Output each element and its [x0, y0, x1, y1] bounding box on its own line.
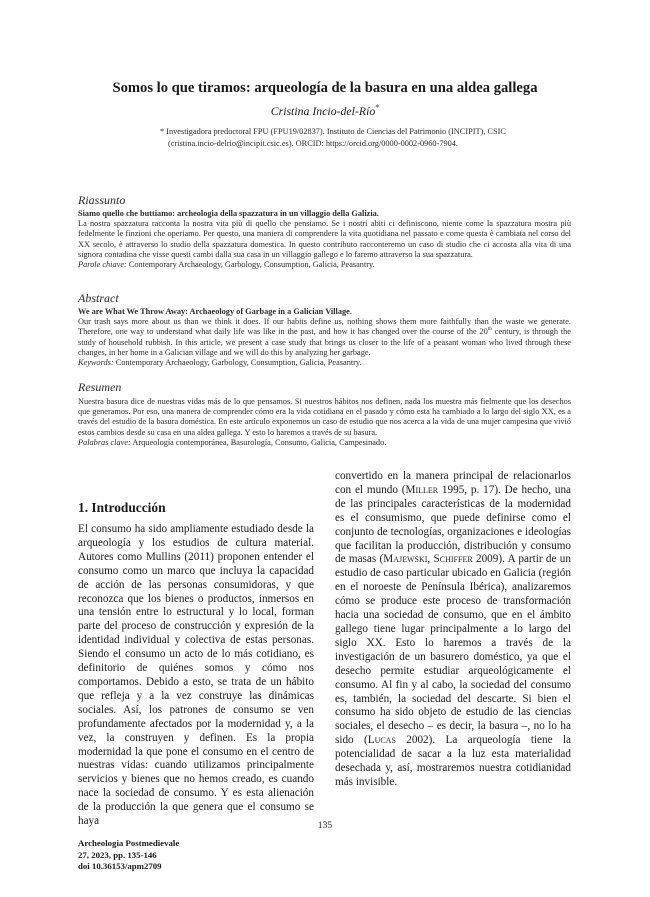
journal-doi: doi 10.36153/apm2709 [78, 861, 162, 871]
riassunto-keywords-text: Contemporary Archaeology, Garbology, Consumption, Galicia, Peasantry. [128, 260, 375, 270]
citation-author: Miller [405, 483, 439, 496]
abstract-title: We are What We Throw Away: Archaeology of Garbage in a Galician Village. [78, 307, 352, 316]
resumen-block [78, 397, 571, 448]
journal-name: Archeologia Postmedievale [78, 838, 180, 848]
body-text: convertido en la manera principal de relacionarlos con el mundo ( [335, 470, 571, 496]
resumen-keywords-label: Palabras clave: [78, 437, 131, 447]
abstract-body-part-1: Our trash says more about us than we think it does. If our habits define us, nothing shows them more faithfully than the waste we generate. Therefore, one way to understand what daily life was like in the past, and how it has changed over the course of the 20 [78, 317, 571, 337]
resumen-keywords-text: Arqueología contemporánea, Basurología, Consumo, Galicia, Campesinado. [132, 437, 387, 447]
riassunto-heading: Riassunto [78, 193, 126, 207]
abstract-block [78, 307, 571, 368]
abstract-keywords [78, 358, 571, 368]
abstract-body [78, 317, 571, 358]
journal-issue: 27, 2023, pp. 135-146 [78, 849, 157, 860]
riassunto-title: Siamo quello che buttiamo: archeologia della spazzatura in un villaggio della Galizia. [78, 209, 379, 218]
citation-author: Lucas [367, 734, 396, 747]
body-text: 1995, p. 17). De hecho, una de las principales características de la modernidad es el consumismo, que puede definirse como el conjunto de tecnologías, organizaciones e ideologías que facilitan la producción, distribución y consumo de masas ( [335, 483, 572, 566]
abstract-heading: Abstract [78, 291, 119, 305]
body-text: 2002). La arqueología tiene la potencialidad de sacar a la luz esta materialidad desechada y, así, mostraremos nuestra cotidianidad más invisible. [335, 734, 571, 788]
body-column-right [335, 470, 571, 790]
body-text: 2009). A partir de un estudio de caso particular ubicado en Galicia (región en el noroeste de Península Ibérica), analizaremos cómo se produce este proceso de transformación hacia una sociedad de consumo, que en el ámbito gallego tiene lugar principalmente a lo largo del siglo XX. Esto lo haremos a través de la investigación de un basurero doméstico, ya que el desecho permite estudiar arqueológicamente el consumo. Al fin y al cabo, la sociedad del consumo es, también, la sociedad del descarte. Si bien el consumo ha sido objeto de estudio de las ciencias sociales, el desecho – es decir, la basura –, no lo ha sido ( [335, 553, 571, 747]
article-title: Somos lo que tiramos: arqueología de la basura en una aldea gallega [112, 80, 538, 96]
body-paragraph-left: El consumo ha sido ampliamente estudiado desde la arqueología y los estudios de cultura material. Autores como Mullins (2011) proponen entender el consumo como un marco que incluya la capacidad de acción de las personas consumidoras, y que reconozca que los bienes o productos, inmersos en una tensión entre lo estructural y lo local, forman parte del proceso de construcción y expresión de la identidad individual y colectiva de estas personas. Siendo el consumo un acto de lo más cotidiano, es definitorio de quiénes somos y cómo nos comportamos. Debido a esto, se trata de un hábito que refleja y a la vez construye las dinámicas sociales. Así, los patrones de consumo se ven profundamente afectados por la modernidad y, a la vez, la construyen y definen. Es la propia modernidad la que pone el consumo en el centro de nuestras vidas: cuando utilizamos principalmente servicios y bienes que no hemos creado, es cuando nace la sociedad de consumo. Y es esta alienación de la producción la que genera que el consumo se haya [78, 523, 314, 828]
abstract-keywords-text: Contemporary Archaeology, Garbology, Consumption, Galicia, Peasantry. [115, 358, 362, 368]
author-footnote-mark: * [375, 103, 380, 112]
citation-author: Majewski, Schiffer [383, 553, 473, 566]
body-paragraph-right [335, 470, 571, 790]
body-column-left [78, 523, 314, 829]
riassunto-body: La nostra spazzatura racconta la nostra vita più di quello che pensiamo. Se i nostri abiti ci definiscono, niente come la spazzatura mostra più fedelmente le finzioni che operiamo. Per questo, una maniera di comprendere la vita quotidiana nel passato e come questa è cambiata nel corso del XX secolo, è attraverso lo studio della spazzatura domestica. In questo contributo racconteremo un caso di studio che ci accosta alla vita di una signora contadina che visse questi cambi dalla sua casa in un villaggio gallego e lo faremo attraverso la sua spazzatura. [78, 219, 571, 259]
author-line [60, 100, 590, 119]
riassunto-keywords [78, 260, 571, 270]
resumen-body: Nuestra basura dice de nuestras vidas más de lo que pensamos. Si nuestros hábitos nos definen, nada los muestra más fielmente que los desechos que generamos. Por eso, una manera de comprender cómo era la vida cotidiana en el pasado y cómo esta ha cambiado a lo largo del siglo XX, es a través del estudio de la basura doméstica. En este artículo exponemos un caso de estudio que nos acerca a la vida de una mujer campesina que vivió estos cambios desde su casa en una aldea gallega. Y esto lo haremos a través de su basura. [78, 397, 571, 437]
author-name: Cristina Incio-del-Río [270, 103, 376, 118]
abstract-body-ordinal: th [487, 326, 493, 333]
author-affiliation: * Investigadora predoctoral FPU (FPU19/02837). Instituto de Ciencias del Patrimonio (INCIPIT), CSIC (cristina.incio-delrio@incipit.csic.es). ORCID: https://orcid.org/0000-0002-0960-7904. [160, 127, 506, 148]
page-number: 135 [317, 820, 333, 831]
section-heading: 1. Introducción [78, 500, 166, 515]
abstract-body-part-2: century, is through the study of household rubbish. In this article, we present a case study that brings us closer to the life of a peasant woman who lived through these changes, in her home in a Galician village and we will do this by analyzing her garbage. [78, 327, 571, 357]
abstract-keywords-label: Keywords: [78, 358, 114, 368]
resumen-heading: Resumen [78, 380, 122, 394]
riassunto-keywords-label: Parole chiave: [78, 260, 127, 270]
riassunto-block [78, 209, 571, 270]
resumen-keywords [78, 438, 571, 448]
journal-info [78, 838, 179, 873]
